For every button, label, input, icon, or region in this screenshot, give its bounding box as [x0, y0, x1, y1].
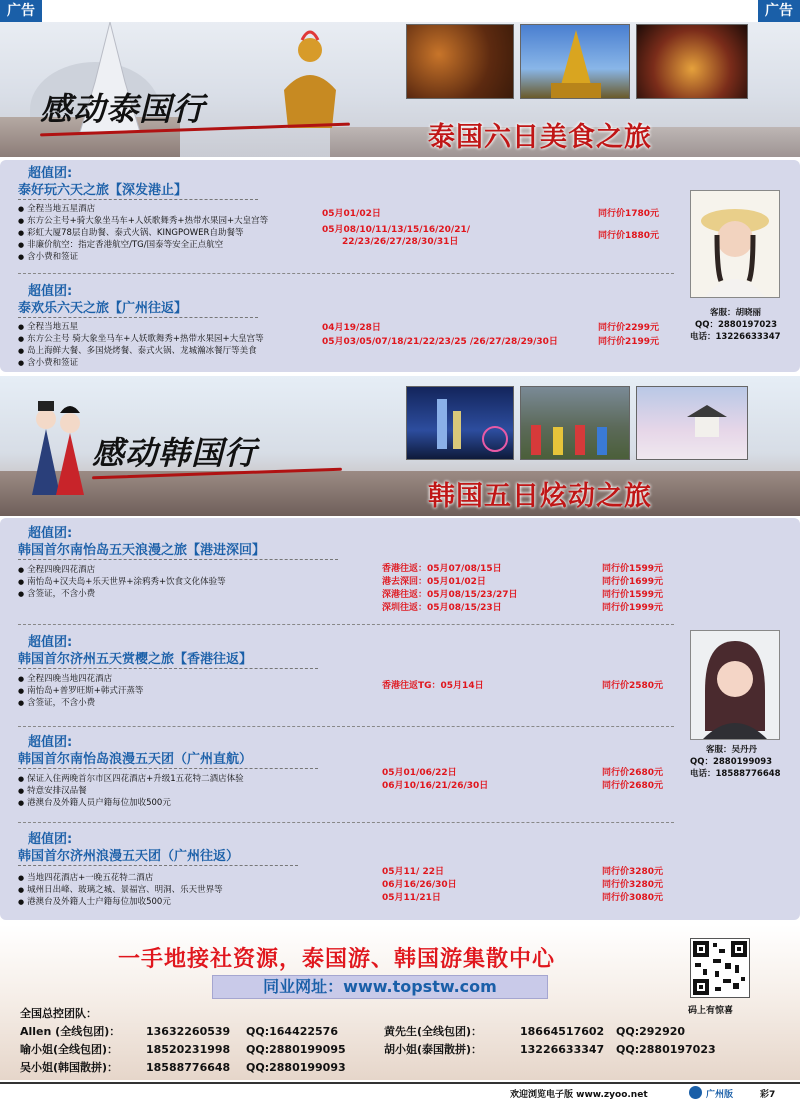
page-footer-bar	[0, 1082, 800, 1100]
team-member-phone: 13632260539	[146, 1025, 231, 1038]
group-label: 超值团:	[28, 166, 73, 181]
avatar	[691, 191, 779, 297]
bullet: ● 全程四晚四花酒店	[18, 564, 318, 576]
departure-date: 05月01/02日	[322, 209, 381, 219]
departure-date: 05月03/05/07/18/21/22/23/25 /26/27/28/29/30日	[322, 337, 558, 347]
thai-agent-photo	[690, 190, 780, 298]
bullet: ● 含小费和签证	[18, 357, 318, 369]
footer-slogan: 一手地接社资源，泰国游、韩国游集散中心	[118, 947, 556, 972]
divider	[18, 726, 674, 727]
price: 同行价2580元	[602, 681, 664, 691]
group-label: 超值团:	[28, 526, 73, 541]
korea-cherry-blossom-photo	[636, 386, 748, 460]
price: 同行价1999元	[602, 603, 664, 613]
korea-agent-name: 客服：吴丹丹	[706, 745, 758, 755]
thai-logo-text: 感动泰国行	[40, 90, 206, 128]
korea-headline: 韩国五日炫动之旅	[428, 481, 652, 512]
departure-date: 香港往返：05月07/08/15日	[382, 564, 502, 574]
bullet: ● 全程四晚当地四花酒店	[18, 673, 318, 685]
team-member-phone: 18664517602	[520, 1025, 605, 1038]
team-member-qq: QQ:2880199095	[246, 1043, 346, 1056]
ad-tag-left: 广告	[0, 0, 42, 22]
group-title: 韩国首尔济州浪漫五天团（广州往返）	[18, 848, 298, 866]
team-member-phone: 18520231998	[146, 1043, 231, 1056]
group-title: 泰欢乐六天之旅【广州往返】	[18, 300, 258, 318]
korea-group-2	[18, 634, 658, 709]
departure-date: 港去深回：05月01/02日	[382, 577, 486, 587]
bullet: ● 含签证，不含小费	[18, 588, 318, 600]
korea-group-3	[18, 734, 658, 809]
bullet: ● 港澳台及外籍人士户籍每位加收500元	[18, 896, 318, 908]
team-member-qq: QQ:2880199093	[246, 1061, 346, 1074]
price: 同行价1699元	[602, 577, 664, 587]
korea-group-1	[18, 525, 658, 600]
korea-agent-qq: QQ：2880199093	[690, 757, 773, 767]
bullet: ● 岛上海鲜大餐、多国烧烤餐、泰式火锅、龙城瀚冰餐厅等美食	[18, 345, 318, 357]
group-label: 超值团:	[28, 735, 73, 750]
departure-date: 22/23/26/27/28/30/31日	[342, 237, 459, 247]
bullet: ● 东方公主号 骑大象坐马车+人妖歌舞秀+热带水果园+大皇宫等	[18, 333, 318, 345]
korea-agent-phone: 电话：18588776648	[690, 769, 781, 779]
group-label: 超值团:	[28, 284, 73, 299]
edition-name: 广州版	[706, 1090, 734, 1100]
korea-logo-text: 感动韩国行	[92, 434, 258, 472]
group-label: 超值团:	[28, 832, 73, 847]
price: 同行价2680元	[602, 781, 664, 791]
thai-agent-name: 客服：胡晓丽	[710, 308, 762, 318]
bullet: ● 非廉价航空：指定香港航空/TG/国泰等安全正点航空	[18, 239, 318, 251]
group-title: 韩国首尔南怡岛五天浪漫之旅【港进深回】	[18, 542, 338, 560]
price: 同行价2680元	[602, 768, 664, 778]
qr-code-icon[interactable]	[690, 938, 750, 998]
korea-group-4	[18, 831, 658, 908]
team-member-phone: 13226633347	[520, 1043, 605, 1056]
qr-caption: 码上有惊喜	[688, 1006, 734, 1016]
price: 同行价1880元	[598, 231, 660, 241]
bullet: ● 彩虹大厦78层自助餐、泰式火锅、KINGPOWER自助餐等	[18, 227, 318, 239]
price: 同行价1780元	[598, 209, 660, 219]
thai-food-photo	[406, 24, 514, 99]
group-title: 韩国首尔济州五天赏樱之旅【香港往返】	[18, 651, 318, 669]
departure-date: 深港往返：05月08/15/23/27日	[382, 590, 518, 600]
buddha-statue-icon	[272, 30, 348, 130]
team-member-name: 胡小姐(泰国散拼)：	[384, 1043, 483, 1056]
departure-date: 05月11/ 22日	[382, 867, 444, 877]
avatar	[691, 631, 779, 739]
bullet: ● 含小费和签证	[18, 251, 318, 263]
team-member-name: 喻小姐(全线包团)：	[20, 1043, 119, 1056]
thai-show-photo	[636, 24, 748, 99]
departure-date: 04月19/28日	[322, 323, 381, 333]
bullet: ● 南怡岛+普罗旺斯+韩式汗蒸等	[18, 685, 318, 697]
bullet: ● 保证入住两晚首尔市区四花酒店+升级1五花特二酒店体验	[18, 773, 358, 785]
bullet: ● 含签证，不含小费	[18, 697, 318, 709]
ad-tag-right: 广告	[758, 0, 800, 22]
thai-agent-phone: 电话：13226633347	[690, 332, 781, 342]
price: 同行价1599元	[602, 590, 664, 600]
departure-date: 05月01/06/22日	[382, 768, 457, 778]
team-member-name: Allen (全线包团)：	[20, 1025, 121, 1038]
price: 同行价1599元	[602, 564, 664, 574]
team-member-phone: 18588776648	[146, 1061, 231, 1074]
korea-city-photo	[406, 386, 514, 460]
bullet: ● 城州日出峰、玻璃之城、景福宫、明洞、乐天世界等	[18, 884, 318, 896]
bullet: ● 东方公主号+骑大象坐马车+人妖歌舞秀+热带水果园+大皇宫等	[18, 215, 318, 227]
thai-headline: 泰国六日美食之旅	[428, 122, 652, 153]
team-member-qq: QQ:2880197023	[616, 1043, 716, 1056]
team-member-name: 吴小姐(韩国散拼)：	[20, 1061, 119, 1074]
team-member-name: 黄先生(全线包团)：	[384, 1025, 483, 1038]
price: 同行价2199元	[598, 337, 660, 347]
departure-date: 香港往返TG：05月14日	[382, 681, 484, 691]
bullet: ● 港澳台及外籍人员户籍每位加收500元	[18, 797, 318, 809]
website-link[interactable]: 同业网址：www.topstw.com	[212, 975, 548, 999]
page-number: 彩7	[760, 1090, 776, 1100]
departure-date: 06月16/26/30日	[382, 880, 457, 890]
bullet: ● 当地四花酒店+一晚五花特二酒店	[18, 872, 318, 884]
price: 同行价3280元	[602, 867, 664, 877]
price: 同行价2299元	[598, 323, 660, 333]
bullet: ● 特意安排汉品餐	[18, 785, 318, 797]
korea-agent-photo	[690, 630, 780, 740]
korean-dolls-icon	[26, 395, 90, 500]
korea-palace-photo	[520, 386, 630, 460]
group-label: 超值团:	[28, 635, 73, 650]
thai-pagoda-photo	[520, 24, 630, 99]
bullet: ● 南怡岛+汉夫岛+乐天世界+涂鸦秀+饮食文化体验等	[18, 576, 318, 588]
team-member-qq: QQ:164422576	[246, 1025, 338, 1038]
departure-date: 05月08/10/11/13/15/16/20/21/	[322, 225, 471, 235]
group-title: 泰好玩六天之旅【深发港止】	[18, 182, 258, 200]
bullet: ● 全程当地五星酒店	[18, 203, 318, 215]
departure-date: 06月10/16/21/26/30日	[382, 781, 489, 791]
divider	[18, 273, 674, 274]
thai-agent-qq: QQ：2880197023	[695, 320, 778, 330]
e-edition-text: 欢迎浏览电子版 www.zyoo.net	[510, 1090, 648, 1100]
departure-date: 05月11/21日	[382, 893, 441, 903]
team-title: 全国总控团队：	[20, 1007, 97, 1020]
departure-date: 深圳往返：05月08/15/23日	[382, 603, 502, 613]
group-title: 韩国首尔南怡岛浪漫五天团（广州直航）	[18, 751, 318, 769]
team-member-qq: QQ:292920	[616, 1025, 686, 1038]
divider	[18, 822, 674, 823]
divider	[18, 624, 674, 625]
price: 同行价3280元	[602, 880, 664, 890]
brand-logo-icon	[689, 1086, 702, 1099]
price: 同行价3080元	[602, 893, 664, 903]
bullet: ● 全程当地五星	[18, 321, 318, 333]
